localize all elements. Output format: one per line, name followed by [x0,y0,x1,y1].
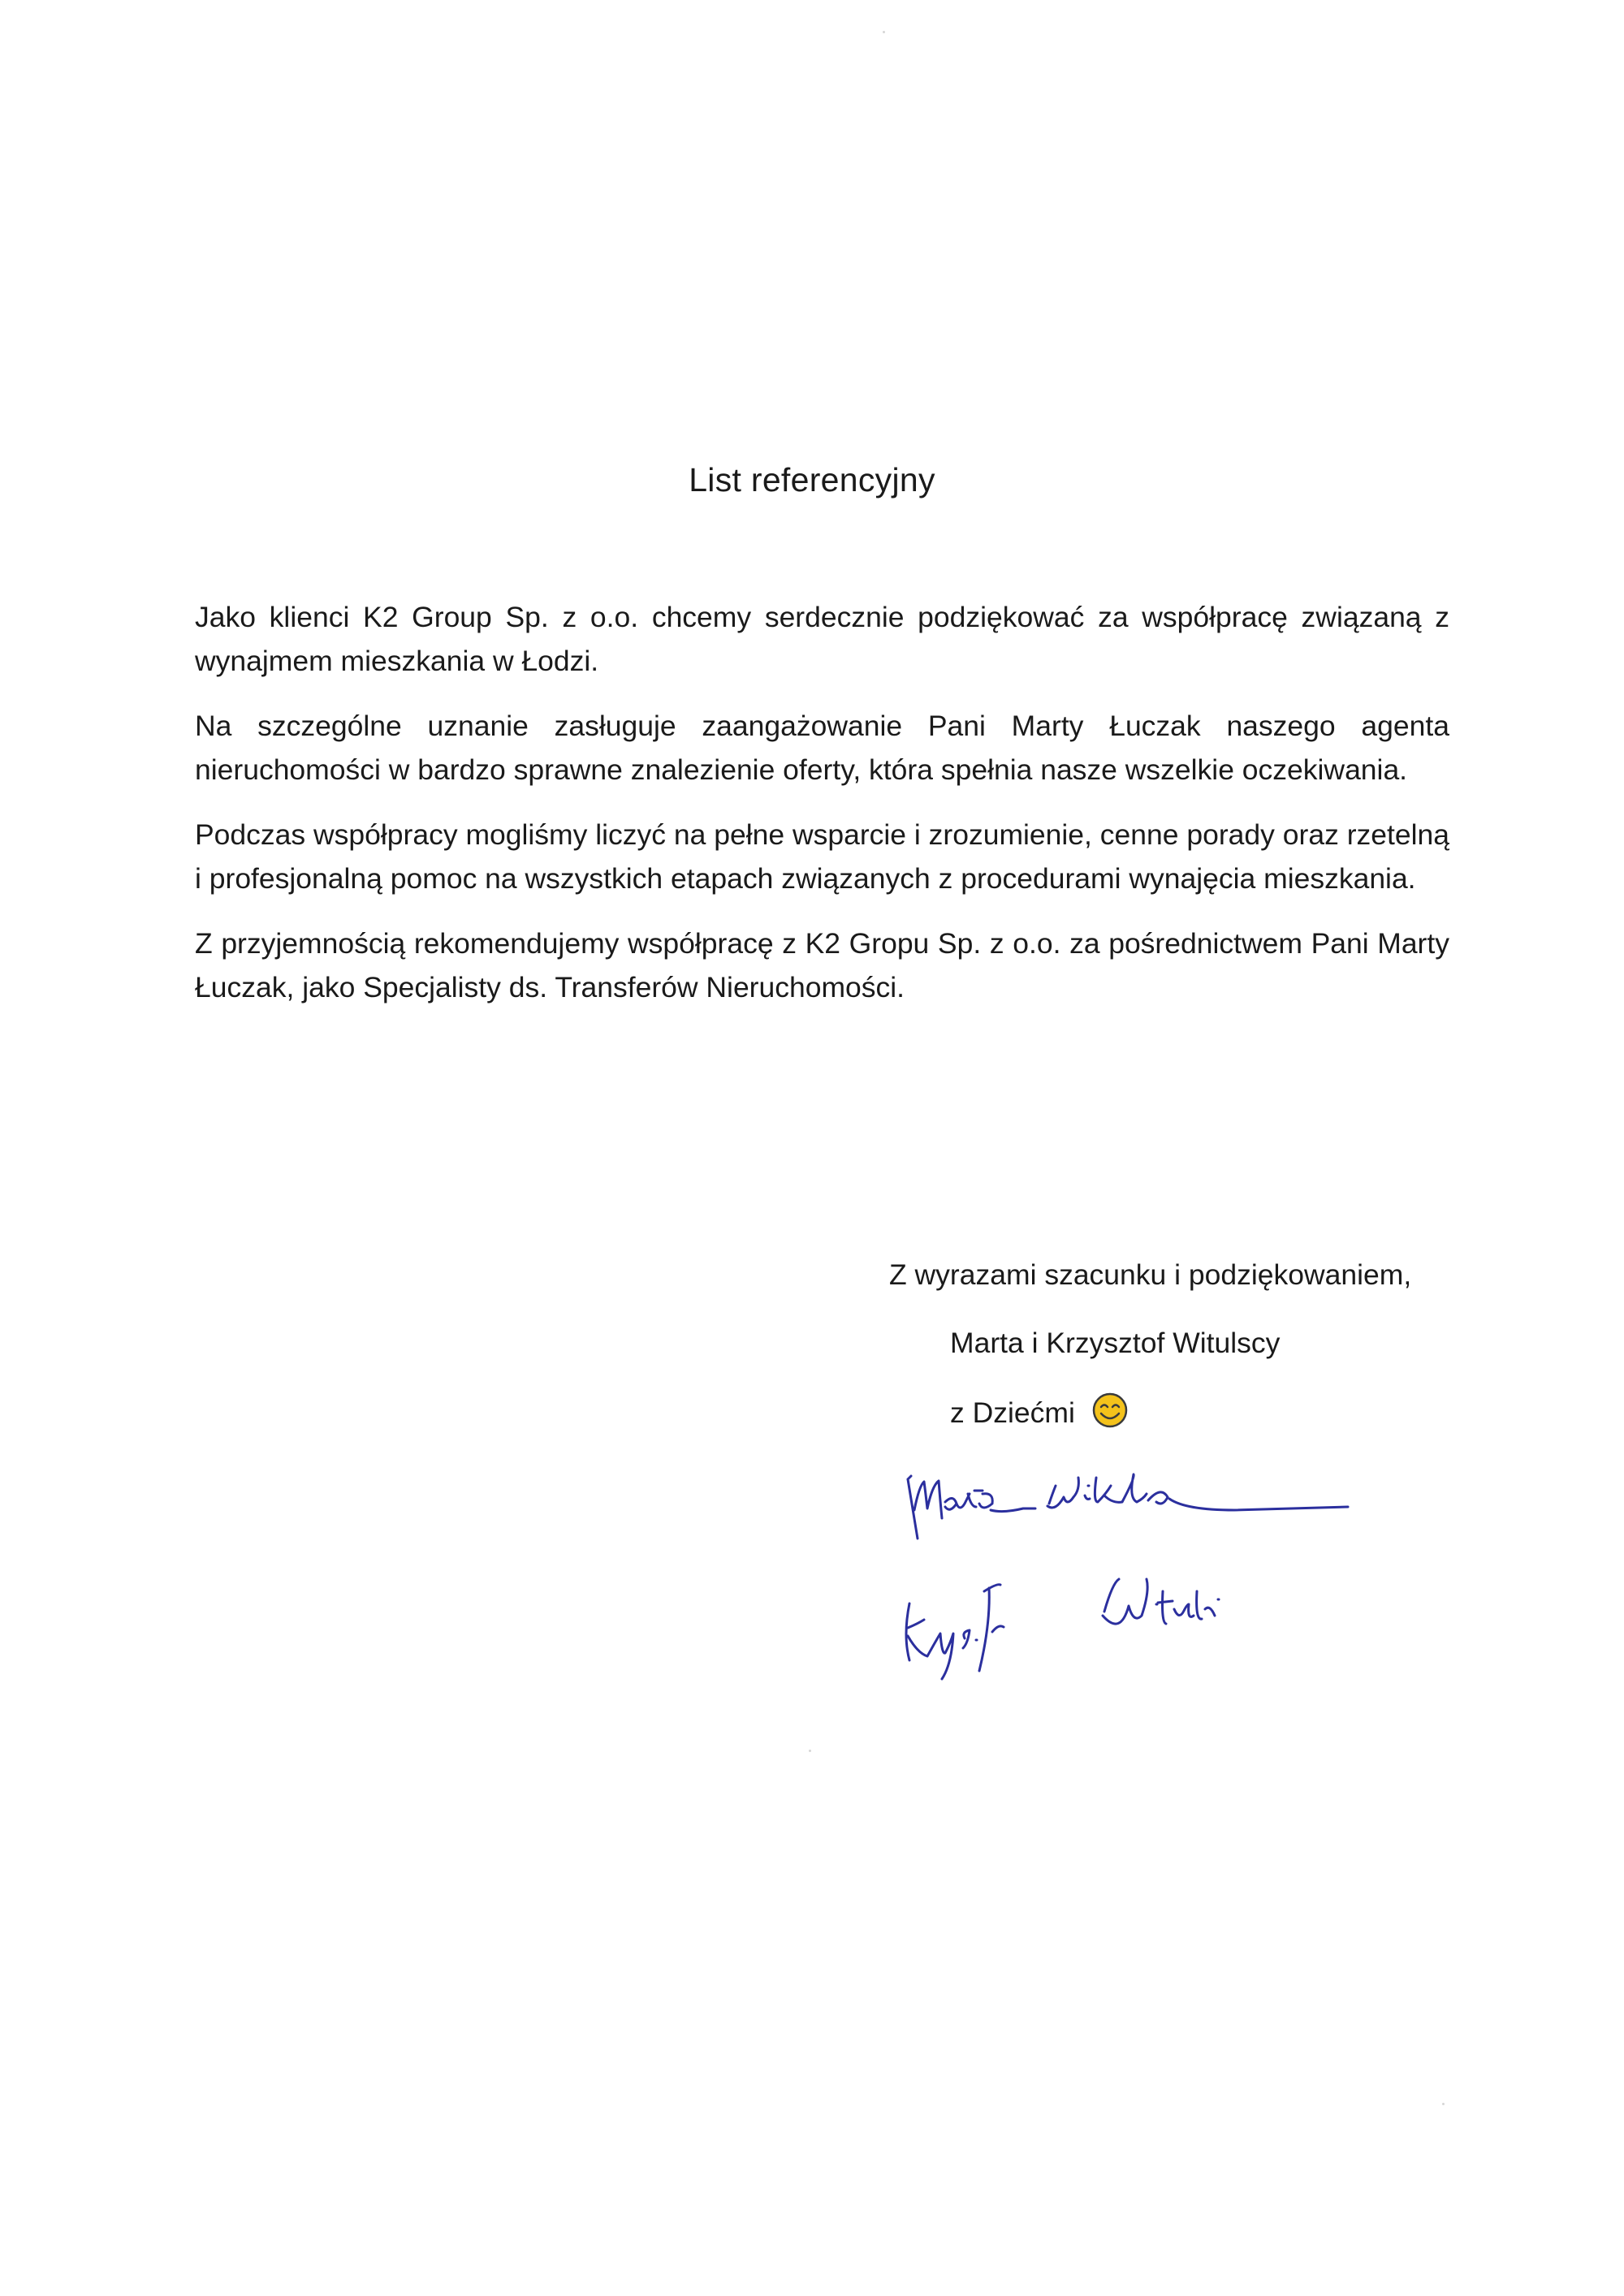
scan-speck [883,31,885,33]
kids-text: z Dziećmi [950,1396,1075,1429]
paragraph-2: Na szczególne uznanie zasługuje zaangażowanie Pani Marty Łuczak naszego agenta nieruchomości w bardzo sprawne znalezienie oferty, która spełnia nasze wszelkie oczekiwania. [195,710,1449,786]
paragraph-1: Jako klienci K2 Group Sp. z o.o. chcemy serdecznie podziękować za współpracę związaną z wynajmem mieszkania w Łodzi. [195,601,1449,677]
letter-title: List referencyjny [689,461,935,498]
letter-body [195,595,1449,1030]
paragraph-4: Z przyjemnością rekomendujemy współpracę z K2 Gropu Sp. z o.o. za pośrednictwem Pani Marty Łuczak, jako Specjalisty ds. Transferów Nieruchomości. [195,927,1449,1003]
handwritten-signature [861,1461,1397,1705]
kids-line [950,1391,1129,1441]
paragraph-3: Podczas współpracy mogliśmy liczyć na pełne wsparcie i zrozumienie, cenne porady oraz rzetelną i profesjonalną pomoc na wszystkich etapach związanych z procedurami wynajęcia mieszkania. [195,818,1449,895]
signers-names: Marta i Krzysztof Witulscy [950,1327,1281,1359]
closing-line: Z wyrazami szacunku i podziękowaniem, [889,1258,1412,1291]
scan-speck [1442,2103,1445,2105]
smiley-face-icon [1091,1392,1129,1441]
scan-speck [809,1750,811,1752]
